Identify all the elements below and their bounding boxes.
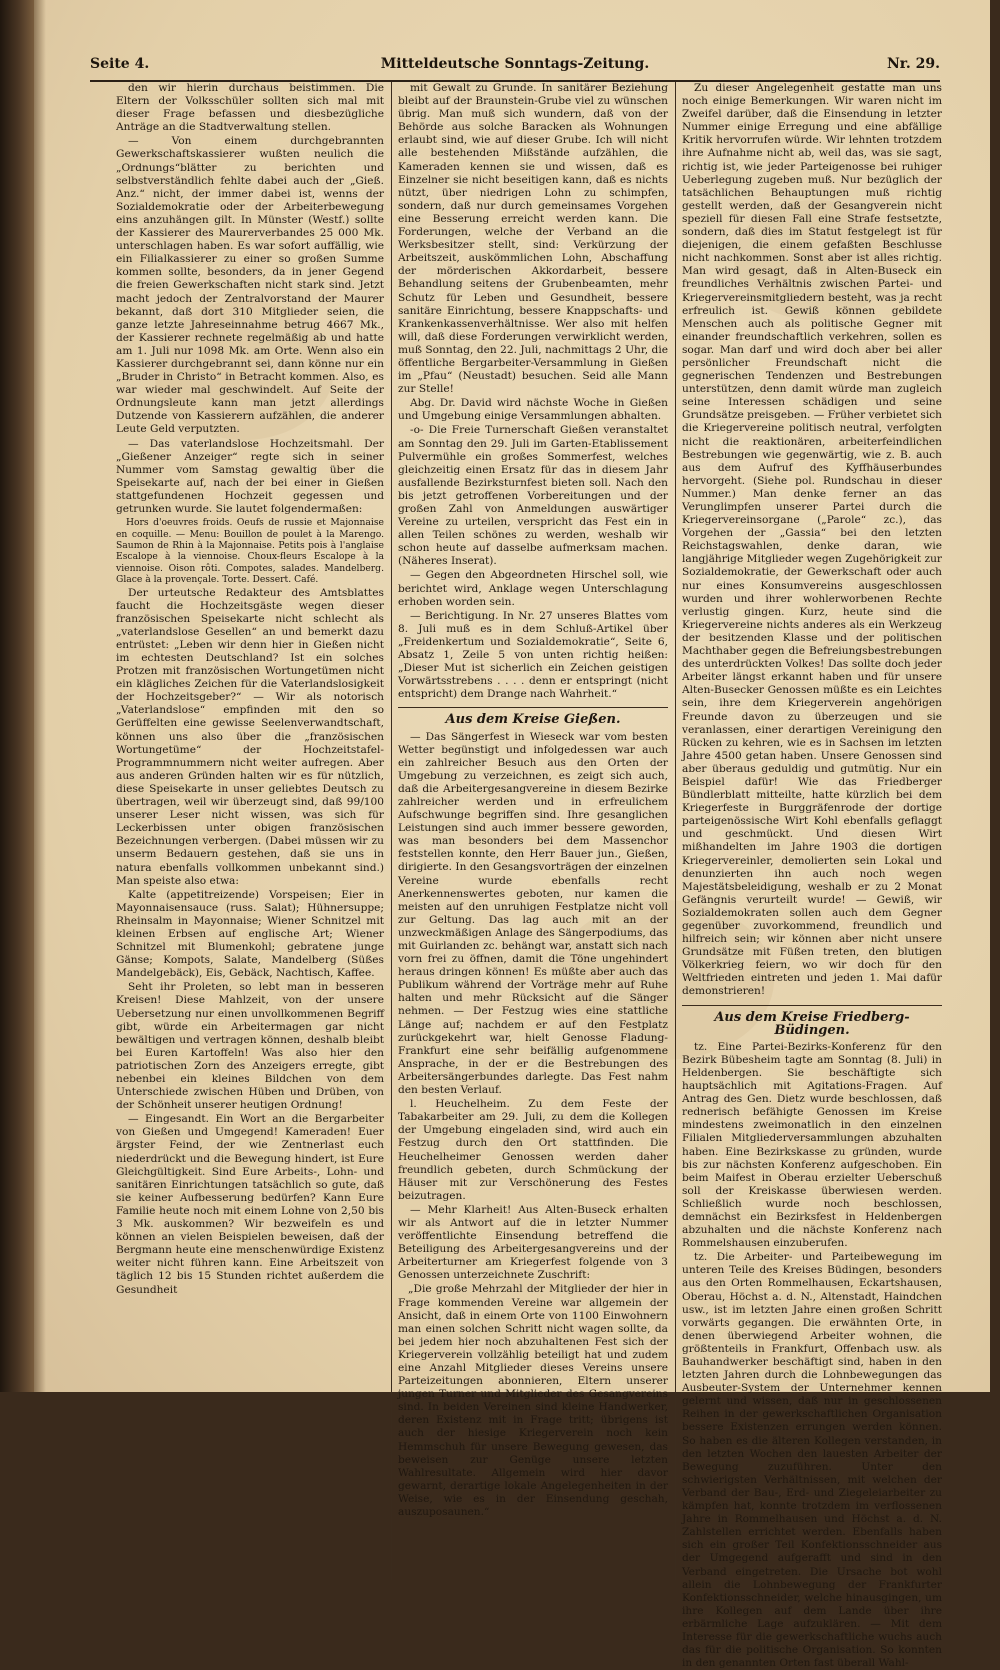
paragraph: -o- Die Freie Turnerschaft Gießen veranstaltet am Sonntag den 29. Juli im Garten-Etablissement Pulvermühle ein großes Sommerfest, welches gleichzeitig einen Ersatz für das in diesem Jahr ausfallende Bezirksturnfest bieten soll. Nach den bis jetzt getroffenen Vorbereitungen und der großen Zahl von Anmeldungen auswärtiger Vereine zu urteilen, verspricht das Fest ein in allen Teilen schönes zu werden, weshalb wir schon heute auf dasselbe aufmerksam machen. (Näheres Inserat). bbox=[398, 424, 668, 568]
paragraph: Seht ihr Proleten, so lebt man in besseren Kreisen! Diese Mahlzeit, von der unsere Uebersetzung nur einen unvollkommenen Begriff gibt, würde ein Arbeitermagen gar nicht bewältigen und vertragen können, deshalb bleibt bei Euren Kartoffeln! Was also hier den patriotischen Zorn des Anzeigers erregte, gibt nebenbei ein kleines Bildchen von dem Unterschiede zwischen Hüben und Drüben, von der Schönheit unserer heutigen Ordnung! bbox=[116, 981, 384, 1112]
paragraph: — Berichtigung. In Nr. 27 unseres Blattes vom 8. Juli muß es in dem Schluß-Artikel über „Freidenkertum und Sozialdemokratie“, Seite 6, Absatz 1, Zeile 5 von unten richtig heißen: „Dieser Mut ist sicherlich ein Zeichen geistigen Vorwärtsstrebens . . . . denn er entspringt (nicht entspricht) dem Drange nach Wahrheit.“ bbox=[398, 609, 668, 701]
page-header bbox=[90, 56, 940, 80]
column-divider bbox=[391, 82, 392, 1580]
column-divider bbox=[675, 82, 676, 1580]
paragraph: Der urteutsche Redakteur des Amtsblattes faucht die Hochzeitsgäste wegen dieser französischen Speisekarte nicht schlecht als „vaterlandslose Gesellen“ an und bemerkt dazu entrüstet: „Leben wir denn hier in Gießen nicht im echtesten Deutschland? Ist ein solches Protzen mit französischen Wortungetümen nicht ein klägliches Zeichen für die Vaterlandslosigkeit der Hochzeitsgeber?“ — Wir als notorisch „Vaterlandslose“ empfinden mit den so Gerüffelten eine gewisse Seelenverwandtschaft, können uns also über die „französischen Wortungetüme“ der Hochzeitstafel-Programmnummern nicht weiter aufregen. Aber aus anderen Gründen halten wir es für nützlich, diese Speisekarte in unser geliebtes Deutsch zu übertragen, weil wir überzeugt sind, daß 99/100 unserer Leser nicht wissen, was sich für Leckerbissen unter obigen französischen Bezeichnungen verbergen. (Dabei müssen wir zu unserm Bedauern gestehen, daß sie uns in natura ebenfalls vollkommen unbekannt sind.) Man speiste also etwa: bbox=[116, 586, 384, 887]
paragraph: — Gegen den Abgeordneten Hirschel soll, wie berichtet wird, Anklage wegen Unterschlagung erhoben worden sein. bbox=[398, 569, 668, 608]
paragraph: Abg. Dr. David wird nächste Woche in Gießen und Umgebung einige Versammlungen abhalten. bbox=[398, 397, 668, 423]
column-3 bbox=[682, 82, 942, 1670]
binding-shadow bbox=[34, 0, 46, 1392]
paragraph: l. Heuchelheim. Zu dem Feste der Tabakarbeiter am 29. Juli, zu dem die Kollegen der Umgebung eingeladen sind, wird auch ein Festzug durch den Ort stattfinden. Die Heuchelheimer Genossen werden daher freundlich gebeten, durch Schmückung der Häuser mit zur Verschönerung des Festes beizutragen. bbox=[398, 1098, 668, 1202]
paragraph: — Das vaterlandslose Hochzeitsmahl. Der „Gießener Anzeiger“ regte sich in seiner Nummer vom Samstag gewaltig über die Speisekarte auf, nach der bei einer in Gießen stattgefundenen Hochzeit gegessen und getrunken wurde. Sie lautet folgendermaßen: bbox=[116, 437, 384, 515]
quoted-letter: „Die große Mehrzahl der Mitglieder der hier in Frage kommenden Vereine war allgemein der Ansicht, daß in einem Orte von 1100 Einwohnern man einen solchen Schritt nicht wagen sollte, da bei jedem hier noch abzuhaltenen Fest sich der Kriegerverein vollzählig beteiligt hat und zudem eine Anzahl Mitglieder dieses Vereins unsere Parteizeitungen abonnieren, Eltern unserer jungen Turner und Mitglieder des Gesangvereins sind. In beiden Vereinen sind kleine Handwerker, deren Existenz mit in Frage tritt; übrigens ist auch der hiesige Kriegerverein noch kein Hemmschuh für unsere Bewegung gewesen, das beweisen zur Genüge unsere letzten Wahlresultate. Allgemein wird hier davor gewarnt, derartige lokale Angelegenheiten in der Weise, wie es in der Einsendung geschah, auszuposaunen.“ bbox=[398, 1283, 668, 1519]
paragraph: den wir hierin durchaus beistimmen. Die Eltern der Volksschüler sollten sich mal mit dieser Frage befassen und diesbezügliche Anträge an die Stadtverwaltung stellen. bbox=[116, 82, 384, 134]
paragraph: — Mehr Klarheit! Aus Alten-Buseck erhalten wir als Antwort auf die in letzter Nummer veröffentlichte Einsendung betreffend die Beteiligung des Arbeitergesangvereins und der Arbeiterturner am Kriegerfest folgende von 3 Genossen unterzeichnete Zuschrift: bbox=[398, 1203, 668, 1282]
column-1 bbox=[116, 82, 384, 1580]
paragraph: Kalte (appetitreizende) Vorspeisen; Eier in Mayonnaisensauce (russ. Salat); Hühnersuppe; Rheinsalm in Mayonnaise; Wiener Schnitzel mit kleinen Erbsen auf englische Art; Wiener Schnitzel mit Blumenkohl; gebratene junge Gänse; Kompots, Salate, Mandelberg (Süßes Mandelgebäck), Eis, Gebäck, Nachtisch, Kaffee. bbox=[116, 888, 384, 980]
paragraph: Zu dieser Angelegenheit gestatte man uns noch einige Bemerkungen. Wir waren nicht im Zweifel darüber, daß die Einsendung in letzter Nummer einige Erregung und eine abfällige Kritik hervorrufen würde. Wir lehnten trotzdem ihre Aufnahme nicht ab, weil das, was sie sagt, richtig ist, wie jeder Parteigenosse bei ruhiger Ueberlegung zugeben muß. Nur bezüglich der tatsächlichen Behauptungen muß richtig gestellt werden, daß der Gesangverein nicht speziell für diesen Fall eine Strafe festsetzte, sondern, daß dies im Statut festgelegt ist für diejenigen, die einem gefaßten Beschlusse nicht nachkommen. Sonst aber ist alles richtig. Man wird gesagt, daß in Alten-Buseck ein freundliches Verhältnis zwischen Partei- und Kriegervereinsmitgliedern besteht, was ja recht erfreulich ist. Gewiß können gebildete Menschen auch als politische Gegner mit einander freundschaftlich verkehren, sollen es sogar. Man darf und wird doch aber bei aller persönlicher Freundschaft nicht die gegnerischen Tendenzen und Bestrebungen unterstützen, denn damit würde man zugleich seine Interessen schädigen und seine Grundsätze preisgeben. — Früher verbietet sich die Kriegervereine politisch neutral, verfolgten nicht die reaktionären, arbeiterfeindlichen Bestrebungen wie gegenwärtig, wie z. B. auch aus dem Aufruf des Kyffhäuserbundes hervorgeht. (Siehe pol. Rundschau in dieser Nummer.) Man denke ferner an das Verunglimpfen unserer Partei durch die Kriegervereinsorgane („Parole“ zc.), das Vorgehen der „Gassia“ bei den letzten Reichstagswahlen, denke daran, wie langjährige Mitglieder wegen Zugehörigkeit zur Sozialdemokratie, der Gewerkschaft oder auch nur eines Konsumvereins ausgeschlossen wurden und ihrer wohlerworbenen Rechte verlustig gingen. Kurz, heute sind die Kriegervereine nichts anderes als ein Werkzeug der besitzenden Klasse und der politischen Machthaber gegen die Befreiungsbestrebungen des unterdrückten Volkes! Das sollte doch jeder Arbeiter längst erkannt haben und für unsere Alten-Busecker Genossen müßte es ein Leichtes sein, ihre dem Kriegerverein angehörigen Freunde davon zu überzeugen und sie veranlassen, einer derartigen Vereinigung den Rücken zu kehren, wie es in Sachsen im letzten Jahre 4500 getan haben. Unsere Genossen sind aber überaus geduldig und gutmütig. Nur ein Beispiel dafür! Wie das Friedberger Bündlerblatt mitteilte, hatte kürzlich bei dem Kriegerfeste in Burggräfenrode der dortige parteigenössische Wirt Kohl ebenfalls geflaggt und geschmückt. Und diesen Wirt mißhandelten im Jahre 1903 die dortigen Kriegervereinler, demolierten sein Lokal und denunzierten ihn auch noch wegen Majestätsbeleidigung, weshalb er zu 2 Monat Gefängnis verurteilt wurde! — Gewiß, wir Sozialdemokraten sollen auch dem Gegner gegenüber zuvorkommend, freundlich und hilfreich sein; wir können aber nicht unsere Grundsätze mit Füßen treten, den blutigen Völkerkrieg feiern, wo wir doch für den Weltfrieden eintreten und jeden 1. Mai dafür demonstrieren! bbox=[682, 82, 942, 998]
paragraph: — Eingesandt. Ein Wort an die Bergarbeiter von Gießen und Umgegend! Kameraden! Euer ärgster Feind, der wie Zentnerlast euch niederdrückt und die Bewegung hindert, ist Eure Gleichgültigkeit. Sind Eure Arbeits-, Lohn- und sanitären Einrichtungen tatsächlich so gute, daß sie keiner Aufbesserung bedürfen? Kann Eure Familie heute noch mit einem Lohne von 2,50 bis 3 Mk. auskommen? Wir bezweifeln es und können an vielen Beispielen beweisen, daß der Bergmann heute eine menschenwürdige Existenz weiter nicht führen kann. Eine Arbeitszeit von täglich 12 bis 15 Stunden richtet außerdem die Gesundheit bbox=[116, 1113, 384, 1296]
page-number: Seite 4. bbox=[90, 56, 150, 72]
newspaper-title: Mitteldeutsche Sonntags-Zeitung. bbox=[380, 56, 650, 72]
paragraph: mit Gewalt zu Grunde. In sanitärer Beziehung bleibt auf der Braunstein-Grube viel zu wünschen übrig. Man muß sich wundern, daß von der Behörde aus solche Baracken als Wohnungen erlaubt sind, wie auf dieser Grube. Ich will nicht alle bestehenden Mißstände aufzählen, die Kameraden kennen sie und wissen, daß es Einzelner sie nicht beseitigen kann, daß es nichts nützt, über niedrigen Lohn zu schimpfen, sondern, daß nur durch gemeinsames Vorgehen eine Besserung erreicht werden kann. Die Forderungen, welche der Verband an die Werksbesitzer stellt, sind: Verkürzung der Arbeitszeit, auskömmlichen Lohn, Abschaffung der mörderischen Akkordarbeit, bessere Behandlung seitens der Grubenbeamten, mehr Schutz für Leben und Gesundheit, bessere sanitäre Einrichtung, bessere Knappschafts- und Krankenkassenverhältnisse. Wer also mit helfen will, daß diese Forderungen verwirklicht werden, muß Sonntag, den 22. Juli, nachmittags 2 Uhr, die öffentliche Bergarbeiter-Versammlung in Gießen im „Pfau“ (Neustadt) besuchen. Seid alle Mann zur Stelle! bbox=[398, 82, 668, 396]
menu-text: Hors d'oeuvres froids. Oeufs de russie et Majonnaise en coquille. — Menu: Bouillon de poulet à la Marengo. Saumon de Rhin à la Majonnaise. Petits pois à l'anglaise Escalope à la viennoise. Choux-fleurs Escalope à la viennoise. Oison rôti. Compotes, salades. Mandelberg. Glace à la provençale. Torte. Dessert. Café. bbox=[116, 517, 384, 586]
section-heading-giessen: Aus dem Kreise Gießen. bbox=[398, 707, 668, 726]
paragraph: tz. Die Arbeiter- und Parteibewegung im unteren Teile des Kreises Büdingen, besonders aus den Orten Rommelhausen, Eckartshausen, Oberau, Höchst a. d. N., Altenstadt, Haindchen usw., ist im letzten Jahre einen großen Schritt vorwärts gegangen. Die erwähnten Orte, in denen überwiegend Arbeiter wohnen, die größtenteils in Frankfurt, Offenbach usw. als Bauhandwerker beschäftigt sind, haben in den letzten Jahren durch die Lohnbewegungen das Ausbeuter-System der Unternehmer kennen gelernt und wissen, daß nur in geschlossenen Reihen in der gewerkschaftlichen Organisation bessere Existenzen errungen werden können. So haben es die älteren Kollegen verstanden, in den letzten Wochen den lauesten Arbeiter der Bewegung zuzuführen. Unter den schwierigsten Verhältnissen, mit welchen der Verband der Bau-, Erd- und Ziegeleiarbeiter zu kämpfen hat, konnte trotzdem im verflossenen Jahre in Rommelhausen und Höchst a. d. N. Zahlstellen errichtet werden. Ebenfalls haben sich ein großer Teil Konfektionsschneider aus der Umgegend aufgerafft und sind in den Verband eingetreten. Die Ursache bot wohl allein die Lohnbewegung der Frankfurter Konfektionsschneider, welche hinausgingen, um ihre Kollegen auf dem Lande über ihre erbärmliche Lage aufzuklären. — Mit dem Interesse für die gewerkschaftliche wuchs auch das für die politische Organisation. So konnten in den genannten Orten fast überall Wahl- bbox=[682, 1251, 942, 1670]
book-binding bbox=[0, 0, 34, 1392]
paragraph: — Von einem durchgebrannten Gewerkschaftskassierer wußten neulich die „Ordnungs“blätter zu berichten und selbstverständlich fehlte dabei auch der „Gieß. Anz.“ nicht, der immer dabei ist, wenns der Sozialdemokratie oder der Arbeiterbewegung eins anzuhängen gilt. In Münster (Westf.) sollte der Kassierer des Maurerverbandes 25 000 Mk. unterschlagen haben. Es war sofort auffällig, wie ein Filialkassierer zu einer so großen Summe kommen sollte, besonders, da in jener Gegend die freien Gewerkschaften nicht stark sind. Jetzt macht jedoch der Zentralvorstand der Maurer bekannt, daß dort 310 Mitglieder seien, die ganze letzte Jahreseinnahme betrug 4667 Mk., der Kassierer rechnete regelmäßig ab und hatte am 1. Juli nur 1098 Mk. am Orte. Wenn also ein Kassierer durchgebrannt sei, dann könne nur ein „Bruder in Christo“ in Betracht kommen. Also, es war wieder mal geschwindelt. Auf Seite der Ordnungsleute kann man jetzt allerdings Dutzende von Kassierern aufzählen, die anderer Leute Geld verputzten. bbox=[116, 135, 384, 436]
paragraph: — Das Sängerfest in Wieseck war vom besten Wetter begünstigt und infolgedessen war auch ein zahlreicher Besuch aus den Orten der Umgebung zu verzeichnen, es zeigt sich auch, daß die Arbeitergesangvereine in diesem Bezirke zahlreicher werden und in erfreulichem Aufschwunge begriffen sind. Ihre gesanglichen Leistungen sind auch immer bessere geworden, was man besonders bei dem Massenchor feststellen konnte, den Herr Bauer jun., Gießen, dirigierte. In den Gesangsvorträgen der einzelnen Vereine wurde ebenfalls recht Anerkennenswertes geboten, nur kamen die meisten auf den unruhigen Festplatze nicht voll zur Geltung. Das lag auch mit an der unzweckmäßigen Anlage des Sängerpodiums, das mit Guirlanden zc. behängt war, anstatt sich nach vorn frei zu öffnen, damit die Töne ungehindert heraus dringen können! Es müßte aber auch das Publikum während der Vorträge mehr auf Ruhe halten und mehr Rücksicht auf die Sänger nehmen. — Der Festzug wies eine stattliche Länge auf; nachdem er auf den Festplatz zurückgekehrt war, hielt Genosse Fladung-Frankfurt eine sehr beifällig aufgenommene Ansprache, in der er die Bestrebungen des Arbeitersängerbundes darlegte. Das Fest nahm den besten Verlauf. bbox=[398, 730, 668, 1097]
section-heading-friedberg: Aus dem Kreise Friedberg-Büdingen. bbox=[682, 1005, 942, 1037]
paragraph: tz. Eine Partei-Bezirks-Konferenz für den Bezirk Bübesheim tagte am Sonntag (8. Juli) in Heldenbergen. Sie beschäftigte sich hauptsächlich mit Agitations-Fragen. Auf Antrag des Gen. Dietz wurde beschlossen, daß rednerisch befähigte Genossen im Kreise mindestens zweimonatlich in den einzelnen Filialen Mitgliederversammlungen abzuhalten haben. Eine Bezirkskasse zu gründen, wurde bis zur nächsten Konferenz aufgeschoben. Ein beim Maifest in Oberau erzielter Ueberschuß soll der Kreiskasse überwiesen werden. Schließlich wurde noch beschlossen, demnächst ein Bezirksfest in Heldenbergen abzuhalten und die nächste Konferenz nach Rommelshausen einzuberufen. bbox=[682, 1040, 942, 1250]
column-2 bbox=[398, 82, 668, 1580]
issue-number: Nr. 29. bbox=[887, 56, 940, 72]
